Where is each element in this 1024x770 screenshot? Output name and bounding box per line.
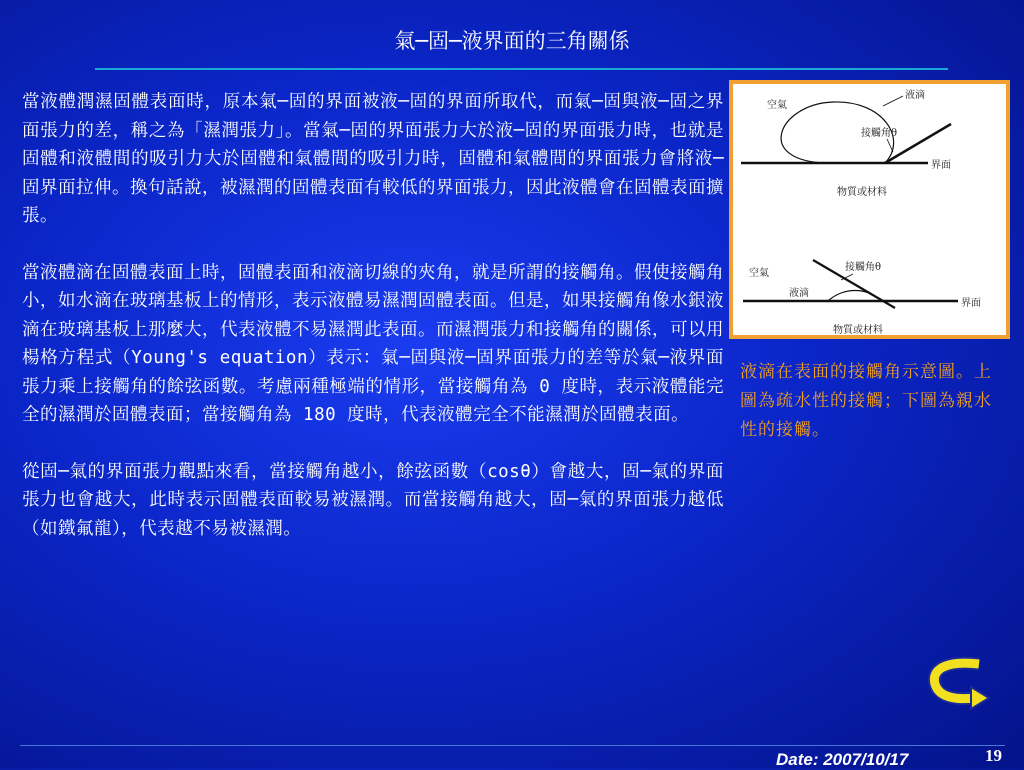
bottom-label-air: 空氣 xyxy=(749,268,769,279)
return-arrow-icon[interactable] xyxy=(925,654,993,712)
page-number: 19 xyxy=(985,746,1002,765)
date-label: Date: 2007/10/17 xyxy=(776,750,909,769)
bottom-label-angle: 接觸角θ xyxy=(845,262,882,273)
footer-divider xyxy=(20,745,1005,746)
bottom-label-interface: 界面 xyxy=(961,298,981,309)
figure-caption: 液滴在表面的接觸角示意圖。上圖為疏水性的接觸；下圖為親水性的接觸。 xyxy=(740,362,992,440)
paragraph-contact-angle: 當液體滴在固體表面上時，固體表面和液滴切線的夾角，就是所謂的接觸角。假使接觸角小，如水滴在玻璃基板上的情形，表示液體易濕潤固體表面。但是，如果接觸角像水銀液滴在玻璃基板上那麼大，代表液體不易濕潤此表面。而濕潤張力和接觸角的關係，可以用楊格方程式（Young's equation）表示：氣─固與液─固界面張力的差等於氣─液界面張力乘上接觸角的餘弦函數。考慮兩種極端的情形，當接觸角為 0 度時，表示液體能完全的濕潤於固體表面；當接觸角為 180 度時，代表液體完全不能濕潤於固體表面。 xyxy=(22,262,724,425)
top-label-angle: 接觸角θ xyxy=(861,128,898,139)
top-label-air: 空氣 xyxy=(767,100,787,111)
paragraph-wetting-tension: 當液體潤濕固體表面時，原本氣─固的界面被液─固的界面所取代，而氣─固與液─固之界面張力的差，稱之為「濕潤張力」。當氣─固的界面張力大於液─固的界面張力時，也就是固體和液體間的吸引力大於固體和氣體間的吸引力時，固體和氣體間的界面張力會將液─固界面拉伸。換句話說，被濕潤的固體表面有較低的界面張力，因此液體會在固體表面擴張。 xyxy=(22,92,724,226)
bottom-label-droplet: 液滴 xyxy=(789,288,809,299)
contact-angle-diagram xyxy=(733,84,1006,335)
title-divider xyxy=(95,68,948,70)
contact-angle-figure xyxy=(729,80,1010,339)
body-text xyxy=(22,88,724,571)
bottom-label-material: 物質或材料 xyxy=(833,325,883,335)
top-label-interface: 界面 xyxy=(931,160,951,171)
slide-title: 氣─固─液界面的三角關係 xyxy=(394,29,630,53)
top-label-material: 物質或材料 xyxy=(837,187,887,198)
top-label-droplet: 液滴 xyxy=(905,90,925,101)
paragraph-cosine: 從固─氣的界面張力觀點來看，當接觸角越小，餘弦函數（cosθ）會越大，固─氣的界面張力也會越大，此時表示固體表面較易被濕潤。而當接觸角越大，固─氣的界面張力越低（如鐵氟龍），代表越不易被濕潤。 xyxy=(22,461,724,539)
